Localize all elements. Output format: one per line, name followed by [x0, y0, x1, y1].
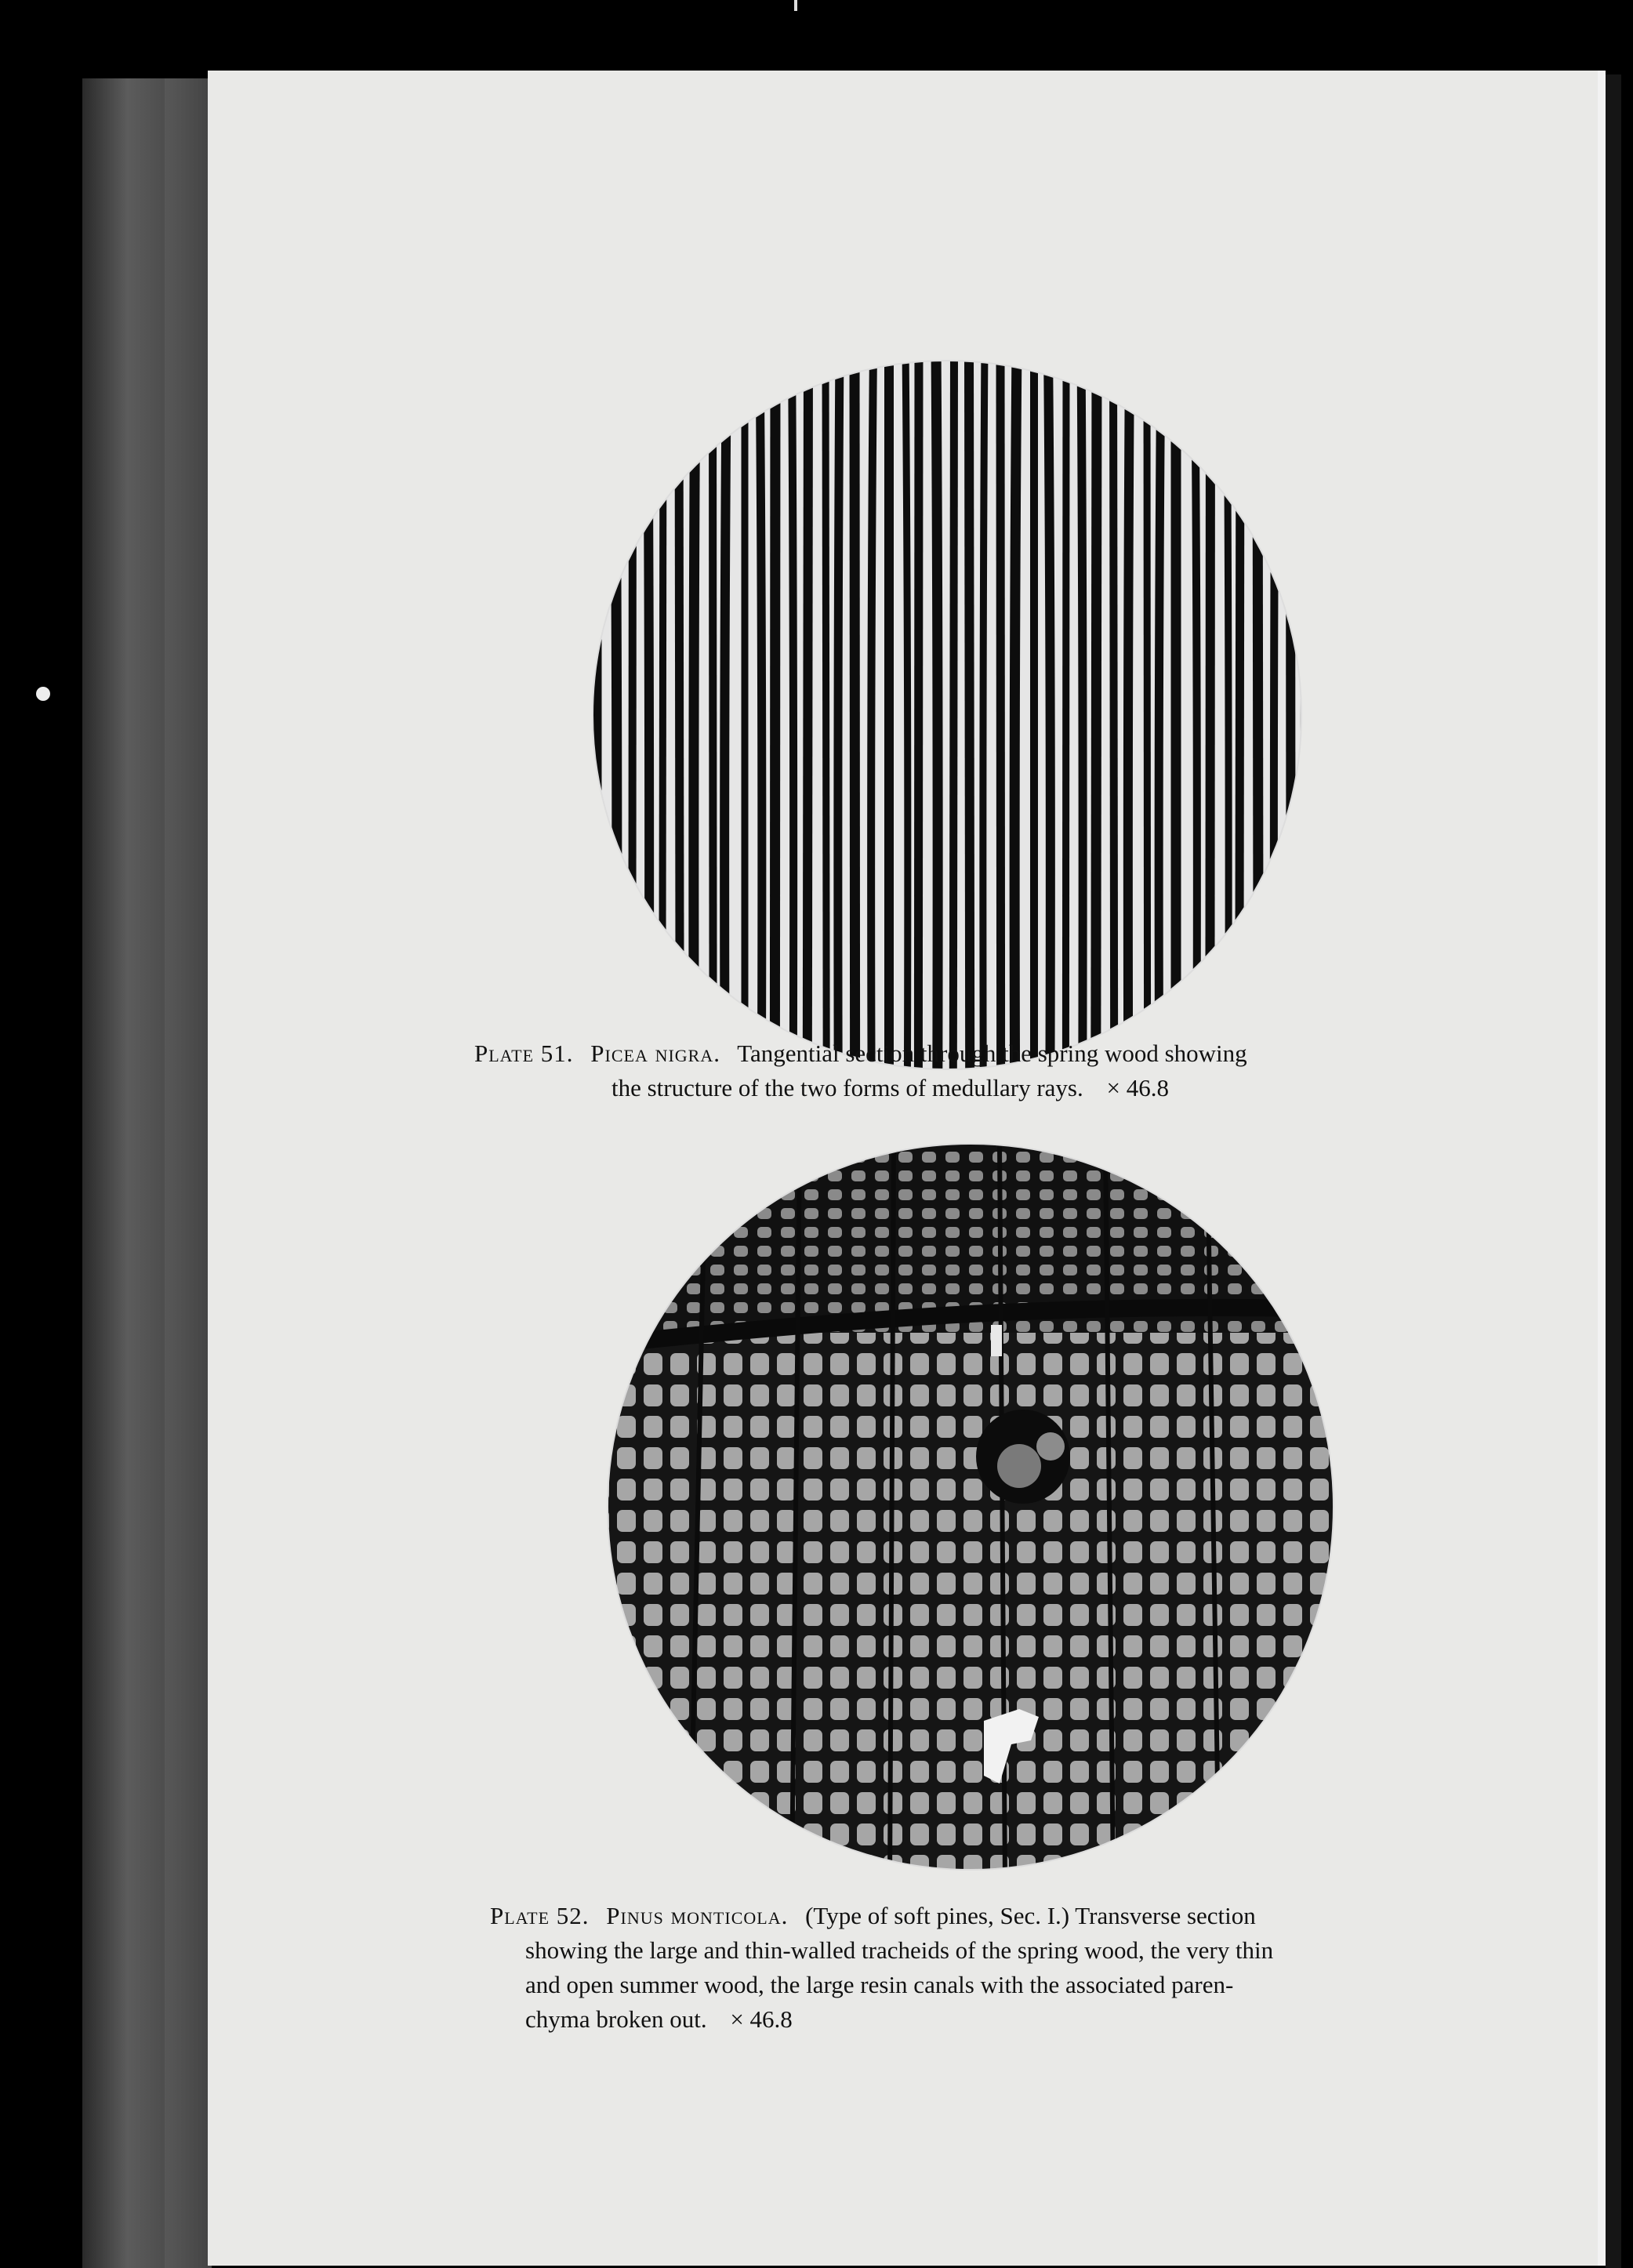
plate-52-species: Pinus monticola.: [606, 1902, 789, 1929]
scanner-speck: [36, 687, 50, 701]
plate-51-caption: [474, 1036, 1446, 1105]
plate-52-text-line2: showing the large and thin-walled tracheids of the spring wood, the very thin: [525, 1936, 1274, 1964]
plate-52-text-line3: and open summer wood, the large resin canals with the associated paren-: [525, 1971, 1234, 1998]
plate-52-caption: [490, 1899, 1458, 2037]
plate-52-text-line4: chyma broken out.: [525, 2005, 707, 2033]
plate-51-magnification: × 46.8: [1106, 1074, 1169, 1101]
plate-51-text-line2: the structure of the two forms of medullary rays.: [611, 1074, 1083, 1101]
plate-51-text-line1: Tangential section through the spring wood showing: [737, 1040, 1247, 1067]
plate-52-text-line1: (Type of soft pines, Sec. I.) Transverse section: [805, 1902, 1256, 1929]
plate-51-species: Picea nigra.: [590, 1040, 720, 1067]
plate-51-label: Plate 51.: [474, 1040, 574, 1067]
plate-52-magnification: × 46.8: [730, 2005, 793, 2033]
plate-52-label: Plate 52.: [490, 1902, 590, 1929]
